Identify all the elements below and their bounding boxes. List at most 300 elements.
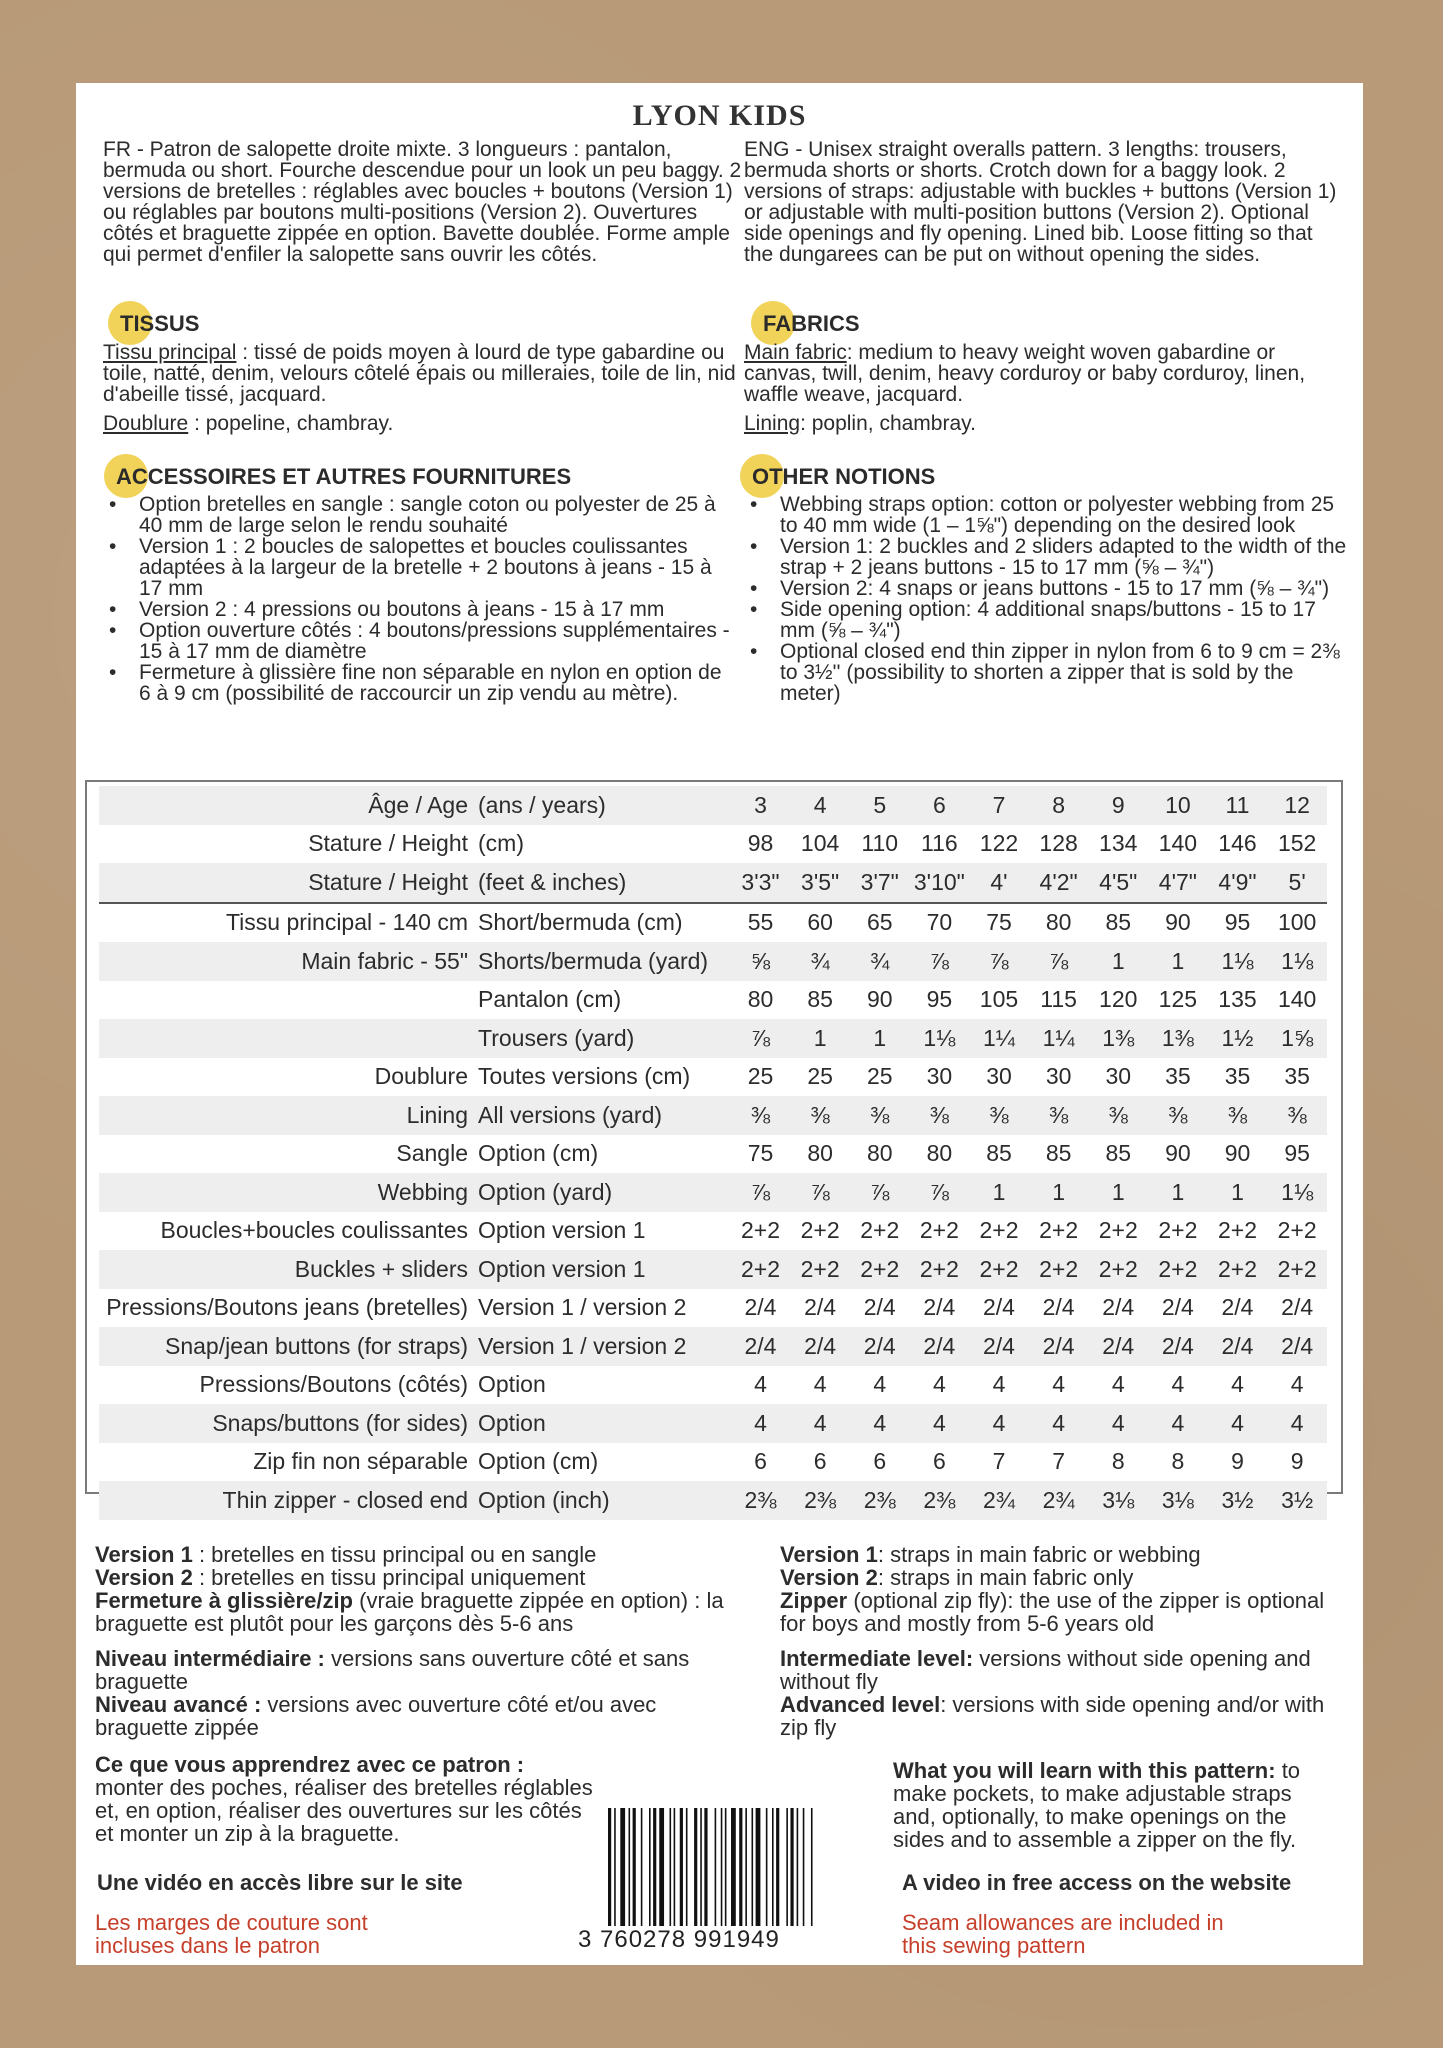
row-label: Main fabric - 55" xyxy=(99,942,478,981)
table-cell: 11 xyxy=(1208,786,1268,825)
row-unit: (feet & inches) xyxy=(478,863,731,903)
barcode-bar xyxy=(620,1808,625,1926)
barcode-bar xyxy=(756,1808,761,1926)
table-row xyxy=(99,786,1327,825)
fabric-lining-label: Doublure xyxy=(103,412,189,435)
table-row xyxy=(99,981,1327,1020)
table-cell: 60 xyxy=(790,903,850,943)
barcode-bar xyxy=(766,1808,768,1926)
fabric-lining-text: : popeline, chambray. xyxy=(188,412,394,435)
barcode-bar xyxy=(659,1808,664,1926)
table-row xyxy=(99,1019,1327,1058)
list-item: • Option ouverture côtés : 4 boutons/pressions supplémentaires - 15 à 17 mm de diamètre xyxy=(139,620,734,662)
table-cell: 90 xyxy=(1224,1140,1251,1167)
barcode-bar xyxy=(670,1808,672,1926)
table-cell: ⅞ xyxy=(910,1173,970,1212)
table-cell: 2+2 xyxy=(1088,1250,1148,1289)
intermediate-label: Niveau intermédiaire : xyxy=(95,1646,325,1671)
row-unit: Option (cm) xyxy=(478,1140,599,1167)
table-cell: 2+2 xyxy=(731,1250,791,1289)
table-cell: 2/4 xyxy=(982,1294,1015,1321)
row-label xyxy=(99,981,478,1020)
row-label: Zip fin non séparable xyxy=(253,1448,468,1475)
table-cell: 2⅜ xyxy=(731,1481,791,1520)
table-cell: ⅞ xyxy=(731,1173,791,1212)
row-unit: Option version 1 xyxy=(478,1217,646,1244)
learn-text: monter des poches, réaliser des bretelles réglables et, en option, réaliser des ouvertures sur les côtés et monter un zip à la braguette. xyxy=(95,1775,593,1846)
table-cell: 2+2 xyxy=(790,1250,850,1289)
table-cell: 1 xyxy=(1029,1173,1089,1212)
table-cell: 2+2 xyxy=(979,1217,1019,1244)
notions-list-en xyxy=(744,494,1348,704)
row-unit: Toutes versions (cm) xyxy=(478,1063,691,1090)
table-cell: 2/4 xyxy=(1148,1327,1208,1366)
table-cell: 85 xyxy=(807,986,833,1013)
table-cell: 4 xyxy=(1029,1404,1089,1443)
table-cell: 65 xyxy=(850,903,910,943)
table-cell: 5' xyxy=(1267,863,1327,903)
table-cell: 25 xyxy=(807,1063,833,1090)
barcode-bar xyxy=(803,1808,805,1926)
table-cell: 2/4 xyxy=(1221,1294,1254,1321)
table-cell: ⅞ xyxy=(969,942,1029,981)
seam-allowance-en: Seam allowances are included in this sewing pattern xyxy=(902,1910,1224,1958)
row-unit: Option (yard) xyxy=(478,1173,731,1212)
table-cell: 25 xyxy=(866,1063,893,1090)
table-cell: 2/4 xyxy=(1088,1327,1148,1366)
table-cell: 90 xyxy=(1165,1140,1191,1167)
table-cell: 3½ xyxy=(1208,1481,1268,1520)
table-cell: 3½ xyxy=(1267,1481,1327,1520)
table-cell: 104 xyxy=(800,830,840,857)
table-cell: 9 xyxy=(1088,786,1148,825)
fabrics-heading-fr: TISSUS xyxy=(120,311,199,337)
table-cell: 4'5" xyxy=(1088,863,1148,903)
table-cell: 2+2 xyxy=(1217,1217,1257,1244)
fabric-main-text: : medium to heavy weight woven gabardine or canvas, twill, denim, heavy corduroy or baby corduroy, linen, waffle weave, jacquard. xyxy=(744,341,1306,406)
fabric-main-label: Tissu principal xyxy=(103,341,237,364)
fabrics-fr xyxy=(103,342,743,434)
intermediate-text: versions without side opening and without fly xyxy=(780,1646,1311,1694)
row-label: Doublure xyxy=(374,1063,468,1090)
table-cell: 75 xyxy=(969,903,1029,943)
table-cell: ⅝ xyxy=(731,942,791,981)
version1-text: : straps in main fabric or webbing xyxy=(877,1542,1201,1567)
table-cell: 2¾ xyxy=(1029,1481,1089,1520)
notions-heading-en: OTHER NOTIONS xyxy=(752,464,935,490)
table-cell: 1 xyxy=(969,1173,1029,1212)
table-cell: 4 xyxy=(873,1371,887,1398)
table-cell: 6 xyxy=(754,1448,767,1475)
table-cell: 140 xyxy=(1158,830,1198,857)
row-unit: Option (cm) xyxy=(478,1448,599,1475)
barcode-bar xyxy=(721,1808,723,1926)
barcode-bar xyxy=(811,1808,813,1926)
table-cell: 4 xyxy=(1052,1371,1065,1398)
table-cell: ⅜ xyxy=(790,1096,850,1135)
table-cell: 2+2 xyxy=(919,1217,959,1244)
table-cell: 2/4 xyxy=(1161,1294,1194,1321)
row-unit: Option version 1 xyxy=(478,1250,731,1289)
row-unit: (cm) xyxy=(478,830,524,857)
table-cell: 2⅜ xyxy=(910,1481,970,1520)
table-cell: ⅞ xyxy=(1029,942,1089,981)
table-cell: 2/4 xyxy=(850,1327,910,1366)
table-cell: 4 xyxy=(910,1404,970,1443)
table-cell: 2/4 xyxy=(910,1327,970,1366)
table-cell: 4 xyxy=(790,1404,850,1443)
row-unit: Short/bermuda (cm) xyxy=(478,903,731,943)
advanced-text: : versions with side opening and/or with zip fly xyxy=(780,1692,1325,1740)
table-cell: 2/4 xyxy=(744,1294,777,1321)
table-cell: 1⅝ xyxy=(1267,1019,1327,1058)
barcode-bar xyxy=(772,1808,774,1926)
table-cell: 30 xyxy=(926,1063,953,1090)
table-cell: 75 xyxy=(747,1140,774,1167)
version2-label: Version 2 xyxy=(780,1565,878,1590)
fabric-lining-text: : poplin, chambray. xyxy=(800,412,976,435)
table-cell: 85 xyxy=(1105,1140,1132,1167)
table-cell: 2/4 xyxy=(804,1294,837,1321)
table-cell: 35 xyxy=(1284,1063,1310,1090)
table-cell: ⅜ xyxy=(850,1096,910,1135)
table-cell: 80 xyxy=(1029,903,1089,943)
table-row xyxy=(99,825,1327,864)
table-row xyxy=(99,1173,1327,1212)
video-en: A video in free access on the website xyxy=(902,1870,1292,1895)
table-cell: 3'5" xyxy=(790,863,850,903)
table-cell: 2/4 xyxy=(1281,1294,1314,1321)
learn-label: What you will learn with this pattern: xyxy=(893,1758,1276,1783)
table-row xyxy=(99,1250,1327,1289)
size-table-box xyxy=(85,780,1343,1513)
barcode-bar xyxy=(649,1808,651,1926)
learn-text: to make pockets, to make adjustable straps and, optionally, to make openings on the sides and to assemble a zipper on the fly. xyxy=(893,1758,1301,1852)
version1-label: Version 1 xyxy=(95,1542,193,1567)
intro-fr: FR - Patron de salopette droite mixte. 3 longueurs : pantalon, bermuda ou short. Fourche descendue pour un look un peu baggy. 2 versions de bretelles : réglables avec boucles + boutons (Version 1) ou réglables par boutons multi-positions (Version 2). Ouvertures côtés et braguette zippée en option. Bavette doublée. Forme ample qui permet d'enfiler la salopette sans ouvrir les côtés. xyxy=(103,138,742,266)
barcode-bar xyxy=(653,1808,656,1926)
table-cell: 4 xyxy=(1148,1404,1208,1443)
table-cell: ⅜ xyxy=(910,1096,970,1135)
table-cell: ¾ xyxy=(790,942,850,981)
table-cell: 10 xyxy=(1148,786,1208,825)
table-cell: 9 xyxy=(1290,1448,1304,1475)
barcode-bar xyxy=(614,1808,616,1926)
table-cell: 35 xyxy=(1165,1063,1191,1090)
intro-en: ENG - Unisex straight overalls pattern. 3 lengths: trousers, bermuda shorts or shorts. Crotch down for a baggy look. 2 versions of straps: adjustable with buckles + buttons (Version 1) or adjustable with multi-position buttons (Version 2). Optional side openings and fly opening. Lined bib. Loose fitting so that the dungarees can be put on without opening the sides. xyxy=(744,138,1337,266)
table-cell: 1⅛ xyxy=(1267,1173,1327,1212)
table-cell: 80 xyxy=(747,986,774,1013)
table-cell: 4'2" xyxy=(1029,863,1089,903)
barcode-bar xyxy=(641,1808,643,1926)
table-cell: 90 xyxy=(866,986,893,1013)
list-item: • Version 1: 2 buckles and 2 sliders adapted to the width of the strap + 2 jeans buttons - 15 to 17 mm (⅝ – ¾") xyxy=(780,536,1348,578)
table-cell: 1 xyxy=(1088,942,1148,981)
intermediate-text: versions sans ouverture côté et sans braguette xyxy=(95,1646,690,1694)
table-cell: 2/4 xyxy=(969,1327,1029,1366)
table-row xyxy=(99,1096,1327,1135)
fabrics-heading-en: FABRICS xyxy=(763,311,860,337)
table-cell: 1 xyxy=(1088,1173,1148,1212)
notions-heading-fr: ACCESSOIRES ET AUTRES FOURNITURES xyxy=(116,464,571,490)
row-label: Pressions/Boutons (côtés) xyxy=(199,1371,468,1398)
table-cell: 2/4 xyxy=(923,1294,956,1321)
table-cell: 2+2 xyxy=(1277,1217,1317,1244)
list-item: • Version 2 : 4 pressions ou boutons à jeans - 15 à 17 mm xyxy=(139,599,734,620)
table-cell: 1⅛ xyxy=(1208,942,1268,981)
table-cell: 4 xyxy=(850,1404,910,1443)
table-cell: 1 xyxy=(1148,1173,1208,1212)
table-cell: 3 xyxy=(731,786,791,825)
table-cell: 1 xyxy=(1148,942,1208,981)
barcode-bar xyxy=(686,1808,688,1926)
table-cell: 3⅛ xyxy=(1148,1481,1208,1520)
table-cell: 1¼ xyxy=(1029,1019,1089,1058)
barcode-bar xyxy=(752,1808,754,1926)
row-unit: Pantalon (cm) xyxy=(478,986,622,1013)
table-cell: 105 xyxy=(979,986,1019,1013)
table-cell: 3'7" xyxy=(850,863,910,903)
table-cell: 140 xyxy=(1277,986,1317,1013)
row-label: Thin zipper - closed end xyxy=(99,1481,478,1520)
table-cell: 135 xyxy=(1218,986,1257,1013)
advanced-label: Advanced level xyxy=(780,1692,941,1717)
table-cell: 9 xyxy=(1231,1448,1244,1475)
list-item: • Fermeture à glissière fine non séparable en nylon en option de 6 à 9 cm (possibilité de raccourcir un zip vendu au mètre). xyxy=(139,662,734,704)
table-cell: 80 xyxy=(926,1140,953,1167)
table-cell: 4 xyxy=(790,786,850,825)
table-cell: 4 xyxy=(1267,1404,1327,1443)
row-label: Âge / Age xyxy=(99,786,478,825)
table-cell: 110 xyxy=(861,830,899,857)
table-cell: 85 xyxy=(1088,903,1148,943)
row-unit: Trousers (yard) xyxy=(478,1019,731,1058)
list-item: • Version 2: 4 snaps or jeans buttons - 15 to 17 mm (⅝ – ¾") xyxy=(780,578,1348,599)
table-cell: 1⅛ xyxy=(910,1019,970,1058)
table-cell: 2⅜ xyxy=(850,1481,910,1520)
table-cell: 2/4 xyxy=(790,1327,850,1366)
table-row xyxy=(99,1289,1327,1328)
table-cell: 116 xyxy=(921,830,958,857)
table-cell: 2+2 xyxy=(1208,1250,1268,1289)
video-fr: Une vidéo en accès libre sur le site xyxy=(97,1870,463,1895)
table-cell: 95 xyxy=(1208,903,1268,943)
table-cell: 4' xyxy=(969,863,1029,903)
table-cell: 128 xyxy=(1039,830,1078,857)
notions-list-fr xyxy=(103,494,734,704)
table-cell: 4'9" xyxy=(1208,863,1268,903)
table-cell: 35 xyxy=(1224,1063,1251,1090)
table-row xyxy=(99,1058,1327,1097)
barcode-bar xyxy=(739,1808,742,1926)
row-unit: All versions (yard) xyxy=(478,1096,731,1135)
barcode-bar xyxy=(725,1808,727,1926)
table-row xyxy=(99,1366,1327,1405)
table-cell: 4 xyxy=(754,1371,767,1398)
row-unit: Version 1 / version 2 xyxy=(478,1327,731,1366)
table-cell: 30 xyxy=(1105,1063,1132,1090)
table-cell: 6 xyxy=(813,1448,827,1475)
table-row xyxy=(99,903,1327,943)
barcode-bar xyxy=(715,1808,717,1926)
table-cell: 30 xyxy=(1045,1063,1072,1090)
barcode-bar xyxy=(694,1808,697,1926)
table-cell: ⅜ xyxy=(1029,1096,1089,1135)
table-row xyxy=(99,863,1327,903)
table-cell: 120 xyxy=(1099,986,1138,1013)
barcode-number: 3 760278 991949 xyxy=(578,1926,780,1953)
table-cell: 2+2 xyxy=(1098,1217,1138,1244)
table-cell: 1 xyxy=(850,1019,910,1058)
table-cell: 1⅛ xyxy=(1267,942,1327,981)
fabric-main-text: : tissé de poids moyen à lourd de type gabardine ou toile, natté, denim, velours côtelé épais ou milleraies, toile de lin, nid d'abeille tissé, jacquard. xyxy=(103,341,736,406)
table-cell: 4 xyxy=(992,1371,1006,1398)
table-cell: ⅜ xyxy=(731,1096,791,1135)
list-item: • Side opening option: 4 additional snaps/buttons - 15 to 17 mm (⅝ – ¾") xyxy=(780,599,1348,641)
table-cell: 4 xyxy=(1111,1371,1125,1398)
seam-allowance-fr: Les marges de couture sont incluses dans le patron xyxy=(95,1910,368,1958)
row-unit: Shorts/bermuda (yard) xyxy=(478,942,731,981)
row-unit: Option xyxy=(478,1404,731,1443)
fabrics-en xyxy=(744,342,1344,434)
table-cell: 4 xyxy=(1290,1371,1304,1398)
barcode-bar xyxy=(790,1808,793,1926)
version1-text: : bretelles en tissu principal ou en sangle xyxy=(192,1542,597,1567)
table-cell: 122 xyxy=(979,830,1019,857)
table-cell: ⅜ xyxy=(969,1096,1029,1135)
table-cell: 80 xyxy=(866,1140,893,1167)
table-cell: 8 xyxy=(1111,1448,1125,1475)
table-cell: 146 xyxy=(1218,830,1257,857)
table-cell: 12 xyxy=(1267,786,1327,825)
table-cell: 2¾ xyxy=(969,1481,1029,1520)
table-cell: 2/4 xyxy=(1267,1327,1327,1366)
learn-fr xyxy=(95,1753,595,1845)
table-cell: 4 xyxy=(813,1371,827,1398)
row-label: Tissu principal - 140 cm xyxy=(99,903,478,943)
table-cell: 4 xyxy=(969,1404,1029,1443)
row-label xyxy=(99,1019,478,1058)
pattern-sheet xyxy=(76,83,1363,1965)
list-item: • Option bretelles en sangle : sangle coton ou polyester de 25 à 40 mm de large selon le rendu souhaité xyxy=(139,494,734,536)
table-cell: 2⅜ xyxy=(790,1481,850,1520)
row-label: Webbing xyxy=(99,1173,478,1212)
table-cell: 2+2 xyxy=(850,1250,910,1289)
row-label: Snaps/buttons (for sides) xyxy=(99,1404,478,1443)
table-cell: 2+2 xyxy=(1039,1217,1079,1244)
table-cell: 2/4 xyxy=(731,1327,791,1366)
table-cell: 80 xyxy=(807,1140,833,1167)
table-cell: 4 xyxy=(1208,1404,1268,1443)
table-cell: ⅜ xyxy=(1148,1096,1208,1135)
size-table xyxy=(99,786,1327,1520)
table-cell: 3'10" xyxy=(910,863,970,903)
learn-en xyxy=(893,1759,1333,1851)
row-unit: Version 1 / version 2 xyxy=(478,1294,687,1321)
row-unit: Option xyxy=(478,1371,546,1398)
table-cell: 4 xyxy=(731,1404,791,1443)
table-cell: 2+2 xyxy=(800,1217,840,1244)
table-cell: 4'7" xyxy=(1148,863,1208,903)
fabric-lining-label: Lining xyxy=(744,412,801,435)
table-cell: ¾ xyxy=(850,942,910,981)
list-item: • Webbing straps option: cotton or polyester webbing from 25 to 40 mm wide (1 – 1⅝") depending on the desired look xyxy=(780,494,1348,536)
table-cell: 4 xyxy=(932,1371,946,1398)
version2-label: Version 2 xyxy=(95,1565,193,1590)
version2-text: : bretelles en tissu principal uniquement xyxy=(192,1565,586,1590)
table-cell: 30 xyxy=(986,1063,1012,1090)
barcode-bar xyxy=(704,1808,707,1926)
row-label: Boucles+boucles coulissantes xyxy=(160,1217,468,1244)
barcode-bar xyxy=(633,1808,636,1926)
barcode-bar xyxy=(680,1808,683,1926)
table-cell: 95 xyxy=(926,986,953,1013)
barcode-bar xyxy=(786,1808,788,1926)
intermediate-label: Intermediate level: xyxy=(780,1646,974,1671)
row-unit: (ans / years) xyxy=(478,786,731,825)
table-cell: 3⅛ xyxy=(1088,1481,1148,1520)
barcode-bar xyxy=(700,1808,702,1926)
row-label: Snap/jean buttons (for straps) xyxy=(99,1327,478,1366)
table-cell: 1½ xyxy=(1208,1019,1268,1058)
barcode-bar xyxy=(674,1808,676,1926)
barcode-bar xyxy=(608,1808,611,1926)
row-label: Sangle xyxy=(396,1140,468,1167)
barcode-bar xyxy=(731,1808,736,1926)
table-cell: 1¼ xyxy=(969,1019,1029,1058)
versions-fr xyxy=(95,1543,745,1739)
table-cell: 2+2 xyxy=(910,1250,970,1289)
table-cell: 2/4 xyxy=(863,1294,896,1321)
table-cell: 2/4 xyxy=(1102,1294,1135,1321)
table-cell: 1 xyxy=(790,1019,850,1058)
table-cell: ⅞ xyxy=(790,1173,850,1212)
table-cell: 5 xyxy=(850,786,910,825)
zip-text: (optional zip fly): the use of the zipper is optional for boys and mostly from 5-6 years old xyxy=(780,1588,1325,1636)
table-cell: 8 xyxy=(1029,786,1089,825)
table-cell: 2/4 xyxy=(1208,1327,1268,1366)
table-cell: 4 xyxy=(1088,1404,1148,1443)
table-cell: 2/4 xyxy=(1042,1294,1075,1321)
row-unit: Option (inch) xyxy=(478,1481,731,1520)
table-cell: 7 xyxy=(969,786,1029,825)
table-cell: ⅜ xyxy=(1208,1096,1268,1135)
table-cell: 2+2 xyxy=(860,1217,900,1244)
table-cell: 2+2 xyxy=(969,1250,1029,1289)
table-row xyxy=(99,1135,1327,1174)
table-cell: ⅜ xyxy=(1088,1096,1148,1135)
table-cell: 3'3" xyxy=(731,863,791,903)
table-cell: 6 xyxy=(932,1448,946,1475)
row-label: Lining xyxy=(99,1096,478,1135)
table-cell: 4 xyxy=(1231,1371,1244,1398)
table-cell: 100 xyxy=(1267,903,1327,943)
table-cell: 7 xyxy=(992,1448,1006,1475)
table-row xyxy=(99,1404,1327,1443)
table-row xyxy=(99,942,1327,981)
table-cell: 6 xyxy=(910,786,970,825)
table-cell: 2/4 xyxy=(1029,1327,1089,1366)
table-cell: 85 xyxy=(986,1140,1012,1167)
table-cell: 25 xyxy=(747,1063,774,1090)
barcode-bar xyxy=(797,1808,799,1926)
table-cell: 2+2 xyxy=(1158,1217,1198,1244)
table-cell: 70 xyxy=(910,903,970,943)
table-cell: 7 xyxy=(1052,1448,1065,1475)
list-item: • Optional closed end thin zipper in nylon from 6 to 9 cm = 2⅜ to 3½'' (possibility to shorten a zipper that is sold by the meter) xyxy=(780,641,1348,704)
table-row xyxy=(99,1212,1327,1251)
table-cell: 125 xyxy=(1158,986,1198,1013)
